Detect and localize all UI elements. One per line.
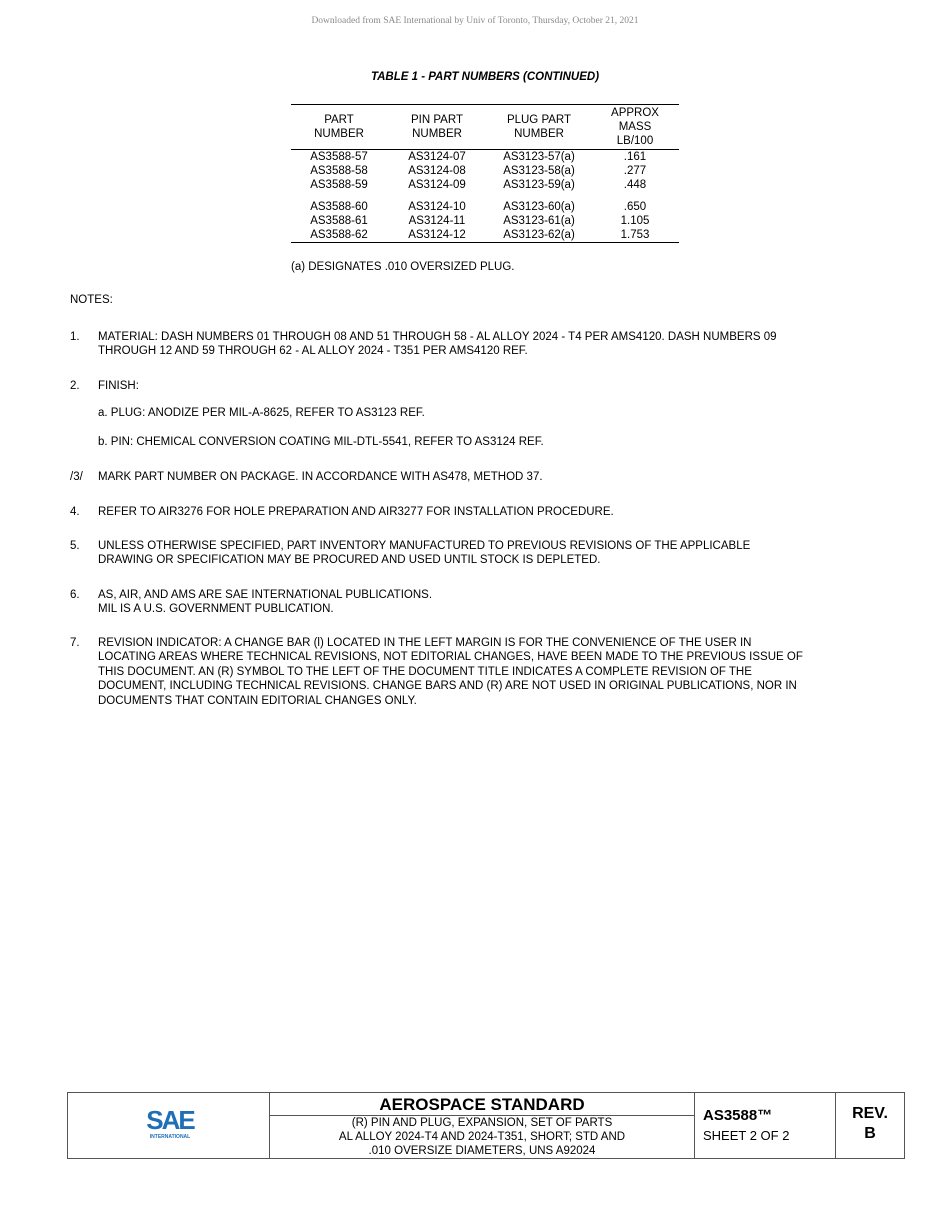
header-part-number: PART NUMBER <box>291 105 387 150</box>
note-number: 2. <box>70 380 80 392</box>
note-3 <box>70 470 880 484</box>
standard-heading: AEROSPACE STANDARD <box>270 1093 694 1116</box>
cell-part-number: AS3588-60 <box>310 201 368 213</box>
title-center-cell <box>270 1093 695 1158</box>
note-text: REVISION INDICATOR: A CHANGE BAR (l) LOCATED IN THE LEFT MARGIN IS FOR THE CONVENIENCE OF THE USER IN LOCATING AREAS WHERE TECHNICAL REVISIONS, NOT EDITORIAL CHANGES, HAVE BEEN MADE TO THE PREVIOUS ISSUE OF THIS DOCUMENT. AN (R) SYMBOL TO THE LEFT OF THE DOCUMENT TITLE INDICATES A COMPLETE REVISION OF THE DOCUMENT, INCLUDING TECHNICAL REVISIONS. CHANGE BARS AND (R) ARE NOT USED IN ORIGINAL PUBLICATIONS, NOR IN DOCUMENTS THAT CONTAIN EDITORIAL CHANGES ONLY. <box>98 637 803 707</box>
note-6 <box>70 588 880 617</box>
note-number: 7. <box>70 637 80 649</box>
cell-part-number: AS3588-58 <box>310 165 368 177</box>
sheet-number: SHEET 2 OF 2 <box>703 1128 790 1143</box>
header-plug-part-number: PLUG PART NUMBER <box>487 105 591 150</box>
note-text: MARK PART NUMBER ON PACKAGE. IN ACCORDANCE WITH AS478, METHOD 37. <box>98 471 543 483</box>
cell-mass: .161 <box>623 151 647 163</box>
finish-subitem-a: a. PLUG: ANODIZE PER MIL-A-8625, REFER TO AS3123 REF. <box>98 407 425 419</box>
cell-mass: .448 <box>623 179 647 191</box>
cell-pin-part-number: AS3124-12 <box>387 228 487 243</box>
cell-pin-part-number: AS3124-08 <box>408 165 466 177</box>
cell-mass: 1.753 <box>591 228 679 243</box>
header-approx-mass: APPROX MASS LB/100 <box>591 105 679 150</box>
note-number: 1. <box>70 331 80 343</box>
revision-cell <box>836 1093 904 1158</box>
title-block <box>67 1092 905 1159</box>
cell-part-number: AS3588-59 <box>310 179 368 191</box>
table-row <box>291 228 679 243</box>
header-pin-part-number: PIN PART NUMBER <box>387 105 487 150</box>
note-text: REFER TO AIR3276 FOR HOLE PREPARATION AND AIR3277 FOR INSTALLATION PROCEDURE. <box>98 506 614 518</box>
svg-text:INTERNATIONAL: INTERNATIONAL <box>149 1134 191 1140</box>
document-number-cell <box>695 1093 836 1158</box>
note-number: 6. <box>70 589 80 601</box>
note-number: 5. <box>70 540 80 552</box>
cell-plug-part-number: AS3123-58(a) <box>503 165 575 177</box>
note-text: FINISH: <box>98 380 139 392</box>
download-note: Downloaded from SAE International by Univ of Toronto, Thursday, October 21, 2021 <box>311 16 639 26</box>
notes-heading: NOTES: <box>70 294 113 306</box>
revision-value: B <box>864 1125 876 1142</box>
table-header-row <box>291 105 679 150</box>
table-title: TABLE 1 - PART NUMBERS (CONTINUED) <box>370 71 600 83</box>
table-footnote: (a) DESIGNATES .010 OVERSIZED PLUG. <box>291 261 515 273</box>
finish-subitem-b: b. PIN: CHEMICAL CONVERSION COATING MIL-DTL-5541, REFER TO AS3124 REF. <box>98 436 544 448</box>
note-5 <box>70 539 880 568</box>
sae-logo <box>144 1108 200 1140</box>
revision-label: REV. <box>852 1105 888 1122</box>
document-number: AS3588™ <box>703 1107 773 1124</box>
cell-plug-part-number: AS3123-57(a) <box>503 151 575 163</box>
cell-pin-part-number: AS3124-09 <box>408 179 466 191</box>
cell-part-number: AS3588-62 <box>291 228 387 243</box>
cell-plug-part-number: AS3123-62(a) <box>487 228 591 243</box>
table-row <box>291 150 679 165</box>
cell-plug-part-number: AS3123-60(a) <box>503 201 575 213</box>
cell-pin-part-number: AS3124-10 <box>408 201 466 213</box>
cell-plug-part-number: AS3123-59(a) <box>503 179 575 191</box>
cell-mass: .277 <box>623 165 647 177</box>
table-row <box>291 200 679 214</box>
note-text: UNLESS OTHERWISE SPECIFIED, PART INVENTORY MANUFACTURED TO PREVIOUS REVISIONS OF THE APPLICABLE DRAWING OR SPECIFICATION MAY BE PROCURED AND USED UNTIL STOCK IS DEPLETED. <box>98 540 751 567</box>
svg-text:SAE: SAE <box>146 1108 194 1135</box>
document-description: (R) PIN AND PLUG, EXPANSION, SET OF PARTS AL ALLOY 2024-T4 AND 2024-T351, SHORT; STD AND .010 OVERSIZE DIAMETERS, UNS A92024 <box>338 1117 626 1157</box>
note-2 <box>70 379 880 393</box>
cell-pin-part-number: AS3124-07 <box>408 151 466 163</box>
note-text: MATERIAL: DASH NUMBERS 01 THROUGH 08 AND 51 THROUGH 58 - AL ALLOY 2024 - T4 PER AMS4120. DASH NUMBERS 09 THROUGH 12 AND 59 THROUGH 62 - AL ALLOY 2024 - T351 PER AMS4120 REF. <box>98 331 777 358</box>
cell-mass: .650 <box>623 201 647 213</box>
cell-pin-part-number: AS3124-11 <box>408 215 466 227</box>
table-row <box>291 214 679 228</box>
part-numbers-table <box>291 104 679 243</box>
table-spacer-row <box>291 192 679 200</box>
note-4 <box>70 505 880 519</box>
logo-cell <box>68 1093 270 1158</box>
table-row <box>291 178 679 192</box>
note-1 <box>70 330 880 359</box>
cell-mass: 1.105 <box>620 215 650 227</box>
note-7 <box>70 636 880 708</box>
cell-part-number: AS3588-57 <box>310 151 368 163</box>
note-number: 4. <box>70 506 80 518</box>
table-row <box>291 164 679 178</box>
note-text: AS, AIR, AND AMS ARE SAE INTERNATIONAL PUBLICATIONS. MIL IS A U.S. GOVERNMENT PUBLICATION. <box>98 589 433 616</box>
note-number: /3/ <box>70 471 83 483</box>
cell-plug-part-number: AS3123-61(a) <box>503 215 575 227</box>
cell-part-number: AS3588-61 <box>310 215 368 227</box>
